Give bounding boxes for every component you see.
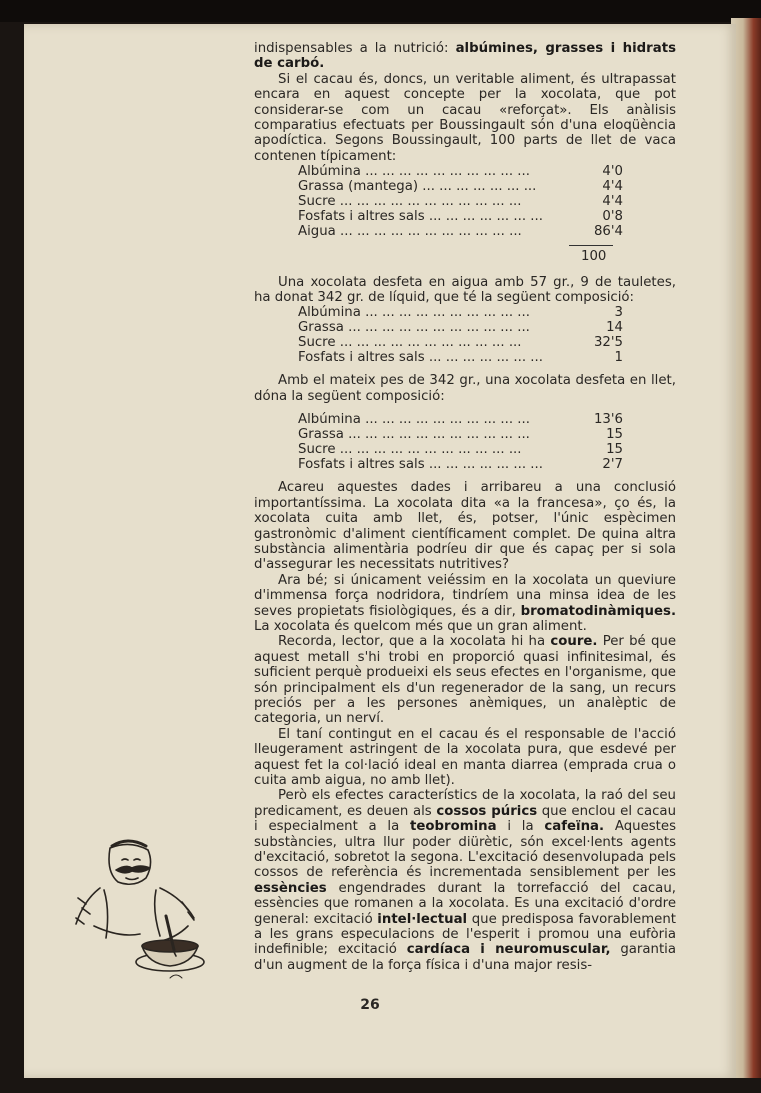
milk-composition-table: [298, 164, 629, 239]
bold-term: cardíaca i neuromuscular,: [406, 942, 611, 958]
table-row: [298, 224, 629, 239]
row-label: Fosfats i altres sals ... ... ... ... ... ... ...: [298, 457, 543, 473]
text-run: i la: [496, 819, 545, 835]
row-label: Aigua ... ... ... ... ... ... ... ... ... ... ...: [298, 224, 522, 240]
bold-term: albúmines, grasses i hidrats de carbó.: [254, 41, 676, 72]
table-row: [298, 350, 629, 365]
row-value: 0'8: [602, 209, 623, 225]
bold-term: coure.: [550, 634, 598, 650]
table-row: [298, 194, 629, 209]
text-run: Però els efectes característics de la xocolata, la raó del seu predicament, es deuen als: [254, 788, 676, 819]
row-label: Grassa ... ... ... ... ... ... ... ... ... ... ...: [298, 320, 530, 336]
row-label: Sucre ... ... ... ... ... ... ... ... ... ... ...: [298, 335, 522, 351]
paragraph-1: [254, 41, 676, 72]
paragraph-9: [254, 788, 676, 973]
paragraph-7: [254, 634, 676, 726]
row-label: Albúmina ... ... ... ... ... ... ... ... ... ...: [298, 412, 530, 428]
bold-term: cossos púrics: [436, 803, 538, 819]
row-value: 14: [606, 320, 623, 336]
paragraph-6: [254, 573, 676, 635]
bold-term: essències: [254, 880, 327, 896]
row-value: 13'6: [593, 412, 623, 428]
row-value: 2'7: [602, 457, 623, 473]
row-value: 32'5: [593, 335, 623, 351]
table-row: [298, 209, 629, 224]
text-run: garantia d'un augment de la força física i d'una major resis-: [254, 942, 677, 973]
text-run: Ara bé; si únicament veiéssim en la xocolata un queviure d'immensa força nodridora, tindríem una minsa idea de les seves propietats fisiològiques, és a dir,: [254, 572, 676, 619]
row-label: Fosfats i altres sals ... ... ... ... ... ... ...: [298, 350, 543, 366]
paragraph-5: Acareu aquestes dades i arribareu a una conclusió importantíssima. La xocolata dita «a la francesa», ço és, la xocolata cuita amb llet, és, potser, l'únic espècimen gastronòmic d'aliment científicament complet. De quina altra substància alimentària podríeu dir que és capaç per si sola d'assegurar les necessitats nutritives?: [254, 480, 676, 573]
top-dark-strip: [0, 0, 761, 22]
table-row: [298, 305, 629, 320]
total-rule: [569, 245, 613, 246]
row-value: 4'4: [602, 179, 623, 195]
page-number: 26: [360, 997, 380, 1013]
bold-term: cafeïna.: [544, 819, 605, 835]
table-row: [298, 457, 629, 472]
milk-chocolate-table: [298, 412, 629, 472]
text-run: engendrades durant la torrefacció del cacau, essències que romanen a la xocolata. Es una excitació d'ordre general: excitació: [254, 880, 676, 927]
row-label: Sucre ... ... ... ... ... ... ... ... ... ... ...: [298, 442, 522, 458]
table-row: [298, 164, 629, 179]
text-run: indispensables a la nutrició:: [254, 41, 456, 56]
row-value: 15: [606, 427, 623, 443]
table-row: [298, 427, 629, 442]
text-run: La xocolata és quelcom més que un gran aliment.: [254, 618, 587, 634]
row-label: Grassa (mantega) ... ... ... ... ... ... ...: [298, 179, 537, 195]
row-label: Fosfats i altres sals ... ... ... ... ... ... ...: [298, 209, 543, 225]
water-chocolate-table: [298, 305, 629, 365]
row-label: Sucre ... ... ... ... ... ... ... ... ... ... ...: [298, 194, 522, 210]
bold-term: intel·lectual: [377, 911, 468, 927]
bold-term: bromatodinàmiques.: [520, 603, 676, 619]
text-run: Recorda, lector, que a la xocolata hi ha: [278, 634, 551, 650]
table-row: [298, 179, 629, 194]
table-total: 100: [581, 249, 607, 265]
paragraph-2: Si el cacau és, doncs, un veritable aliment, és ultrapassat encara en aquest concepte per la xocolata, que pot considerar-se com un cacau «reforçat». Els anàlisis comparatius efectuats per Boussingault són d'una eloqüència apodíctica. Segons Boussingault, 100 parts de llet de vaca contenen típicament:: [254, 71, 676, 164]
text-run: que predisposa favorablement a les grans especulacions de l'esperit i promou una eufòria indefinible; excitació: [254, 911, 676, 958]
row-label: Albúmina ... ... ... ... ... ... ... ... ... ...: [298, 305, 530, 321]
table-row: [298, 442, 629, 457]
table-row: [298, 335, 629, 350]
text-run: Per bé que aquest metall s'hi trobi en proporció quasi infinitesimal, és suficient perquè produeixi els seus efectes en l'organisme, que són principalment els d'un regenerador de la sang, un recurs preciós per a les persones anèmiques, un analèptic de categoria, un nerví.: [254, 634, 677, 727]
text-run: Aquestes substàncies, ultra llur poder diürètic, són excel·lents agents d'excitació, sobretot la segona. L'excitació desenvolupada pels cossos de referència és incrementada sensiblement per les: [254, 819, 676, 881]
table-row: [298, 320, 629, 335]
paragraph-8: El taní contingut en el cacau és el responsable de l'acció lleugerament astringent de la xocolata pura, que esdevé per aquest fet la col·lació ideal en manta diarrea (emprada crua o cuita amb aigua, no amb llet).: [254, 726, 676, 788]
text-run: que enclou el cacau i especialment a la: [254, 803, 676, 835]
page-text: [254, 41, 676, 973]
row-label: Albúmina ... ... ... ... ... ... ... ... ... ...: [298, 164, 530, 180]
paragraph-3: Una xocolata desfeta en aigua amb 57 gr., 9 de tauletes, ha donat 342 gr. de líquid, que té la següent composició:: [254, 274, 676, 306]
row-label: Grassa ... ... ... ... ... ... ... ... ... ... ...: [298, 427, 530, 443]
bold-term: teobromina: [410, 819, 497, 835]
row-value: 4'4: [602, 194, 623, 210]
row-value: 4'0: [602, 164, 623, 180]
table-row: [298, 412, 629, 427]
row-value: 15: [606, 442, 623, 458]
row-value: 86'4: [593, 224, 623, 240]
row-value: 1: [614, 350, 623, 366]
row-value: 3: [614, 305, 623, 321]
chef-illustration: [70, 838, 220, 988]
paragraph-4: Amb el mateix pes de 342 gr., una xocolata desfeta en llet, dóna la següent composició:: [254, 373, 676, 404]
